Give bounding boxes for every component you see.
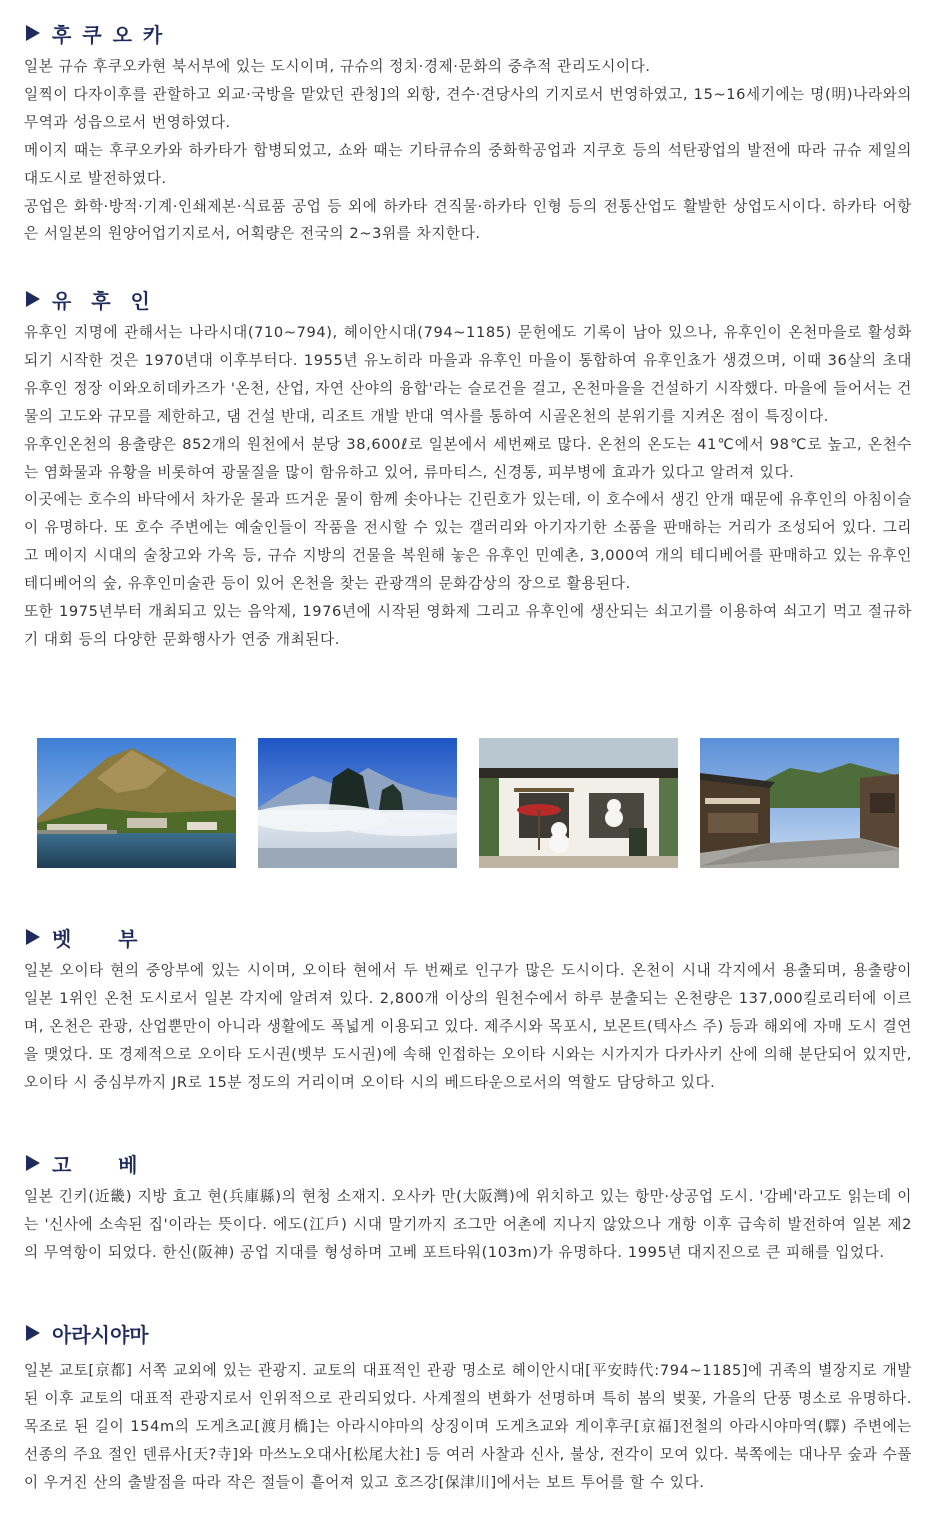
photo-old-town-street	[700, 738, 899, 868]
paragraph: 공업은 화학·방적·기계·인쇄제본·식료품 공업 등 외에 하카타 견직물·하카타 인형 등의 전통산업도 활발한 상업도시이다. 하카타 어항은 서일본의 원양어업기지로서, 어획량은 전국의 2~3위를 차지한다.	[24, 197, 912, 243]
paragraph: 메이지 때는 후쿠오카와 하카타가 합병되었고, 쇼와 때는 기타큐슈의 중화학공업과 지쿠호 등의 석탄광업의 발전에 따라 규슈 제일의 대도시로 발전하였다.	[24, 141, 912, 187]
section-heading	[24, 1318, 912, 1348]
section-beppu	[24, 922, 912, 1097]
paragraph: 일본 오이타 현의 중앙부에 있는 시이며, 오이타 현에서 두 번째로 인구가 많은 도시이다. 온천이 시내 각지에서 용출되며, 용출량이 일본 1위인 온천 도시로서 일본 각지에 알려져 있다. 2,800개 이상의 원천수에서 하루 분출되는 온천량은 137,000킬로리터에 이르며, 온천은 관광, 산업뿐만이 아니라 생활에도 폭넓게 이용되고 있다. 제주시와 목포시, 보몬트(텍사스 주) 등과 해외에 자매 도시 결연을 맺었다. 또 경제적으로 오이타 도시권(벳부 도시권)에 속해 인접하는 오이타 시와는 시가지가 다카사키 산에 의해 분단되어 있지만, 오이타 시 중심부까지 JR로 15분 정도의 거리이며 오이타 시의 베드타운으로서의 역할도 담당하고 있다.	[24, 962, 912, 1091]
paragraph: 또한 1975년부터 개최되고 있는 음악제, 1976년에 시작된 영화제 그리고 유후인에 생산되는 쇠고기를 이용하여 쇠고기 먹고 절규하기 대회 등의 다양한 문화행사가 연중 개최된다.	[24, 603, 912, 648]
triangle-bullet-icon	[26, 1155, 40, 1171]
photo-misty-lake	[258, 738, 457, 868]
paragraph: 일본 교토[京都] 서쪽 교외에 있는 관광지. 교토의 대표적인 관광 명소로 헤이안시대[平安時代:794~1185]에 귀족의 별장지로 개발된 이후 교토의 대표적 관광지로서 인위적으로 관리되었다. 사계절의 변화가 선명하며 특히 봄의 벚꽃, 가을의 단풍 명소로 유명하다. 목조로 된 길이 154m의 도게츠교[渡月橋]는 아라시야마의 상징이며 도게츠교와 게이후쿠[京福]전철의 아라시야마역(驛) 주변에는 선종의 주요 절인 덴류사[天?寺]와 마쓰노오대사[松尾大社] 등 여러 사찰과 신사, 불상, 전각이 모여 있다. 북쪽에는 대나무 숲과 수풀이 우거진 산의 출발점을 따라 작은 절들이 흩어져 있고 호즈강[保津川]에서는 보트 투어를 할 수 있다.	[24, 1362, 912, 1491]
photo-strip	[37, 738, 899, 868]
section-body	[24, 957, 912, 1097]
section-body	[24, 1183, 912, 1267]
photo-teddy-bear-shop	[479, 738, 678, 868]
section-body	[24, 319, 912, 654]
paragraph: 일찍이 다자이후를 관할하고 외교·국방을 맡았던 관청]의 외항, 견수·견당사의 기지로서 번영하였고, 15~16세기에는 명(明)나라와의 무역과 성읍으로서 번영하였다.	[24, 85, 912, 131]
paragraph: 일본 규슈 후쿠오카현 북서부에 있는 도시이며, 규슈의 정치·경제·문화의 중추적 관리도시이다.	[24, 58, 651, 75]
section-heading	[24, 1148, 912, 1178]
section-arashiyama	[24, 1318, 912, 1497]
paragraph: 유후인온천의 용출량은 852개의 원천에서 분당 38,600ℓ로 일본에서 세번째로 많다. 온천의 온도는 41℃에서 98℃로 높고, 온천수는 염화물과 유황을 비롯하여 광물질을 많이 함유하고 있어, 류마티스, 신경통, 피부병에 효과가 있다고 알려져 있다.	[24, 435, 912, 481]
section-body	[24, 53, 912, 248]
paragraph: 유후인 지명에 관해서는 나라시대(710~794), 헤이안시대(794~1185) 문헌에도 기록이 남아 있으나, 유후인이 온천마을로 활성화되기 시작한 것은 1970년대 이후부터다. 1955년 유노히라 마을과 유후인 마을이 통합하여 유후인쵸가 생겼으며, 이때 36살의 초대 유후인 정장 이와오히데카즈가 '온천, 산업, 자연 산야의 융합'라는 슬로건을 걸고, 온천마을을 건설하기 시작했다. 마을에 들어서는 건물의 고도와 규모를 제한하고, 댐 건설 반대, 리조트 개발 반대 역사를 통하여 시골온천의 분위기를 지켜온 점이 특징이다.	[24, 324, 912, 425]
section-title: 벳 부	[52, 926, 140, 951]
triangle-bullet-icon	[26, 1325, 40, 1341]
section-title: 유 후 인	[52, 288, 152, 313]
section-body	[24, 1357, 912, 1497]
paragraph: 일본 긴키(近畿) 지방 효고 현(兵庫縣)의 현청 소재지. 오사카 만(大阪灣)에 위치하고 있는 항만·상공업 도시. '감베'라고도 읽는데 이는 '신사에 소속된 집'이라는 뜻이다. 에도(江戶) 시대 말기까지 조그만 어촌에 지나지 않았으나 개항 이후 급속히 발전하여 일본 제2의 무역항이 되었다. 한신(阪神) 공업 지대를 형성하며 고베 포트타워(103m)가 유명하다. 1995년 대지진으로 큰 피해를 입었다.	[24, 1188, 912, 1261]
triangle-bullet-icon	[26, 25, 40, 41]
section-title: 후 쿠 오 카	[52, 22, 165, 47]
section-heading	[24, 18, 912, 48]
section-heading	[24, 922, 912, 952]
section-heading	[24, 284, 912, 314]
photo-lake-mountain	[37, 738, 236, 868]
triangle-bullet-icon	[26, 929, 40, 945]
section-fukuoka	[24, 18, 912, 248]
paragraph: 이곳에는 호수의 바닥에서 차가운 물과 뜨거운 물이 함께 솟아나는 긴린호가 있는데, 이 호수에서 생긴 안개 때문에 유후인의 아침이슬이 유명하다. 또 호수 주변에는 예술인들이 작품을 전시할 수 있는 갤러리와 아기자기한 소품을 판매하는 거리가 조성되어 있다. 그리고 메이지 시대의 술창고와 가옥 등, 규슈 지방의 건물을 복원해 놓은 유후인 민예촌, 3,000여 개의 테디베어를 판매하고 있는 유후인 테디베어의 숲, 유후인미술관 등이 있어 온천을 찾는 관광객의 문화감상의 장으로 활용된다.	[24, 491, 912, 593]
section-title: 고 베	[52, 1152, 140, 1177]
triangle-bullet-icon	[26, 291, 40, 307]
section-title: 아라시야마	[52, 1322, 149, 1347]
section-yufuin	[24, 284, 912, 654]
section-kobe	[24, 1148, 912, 1267]
